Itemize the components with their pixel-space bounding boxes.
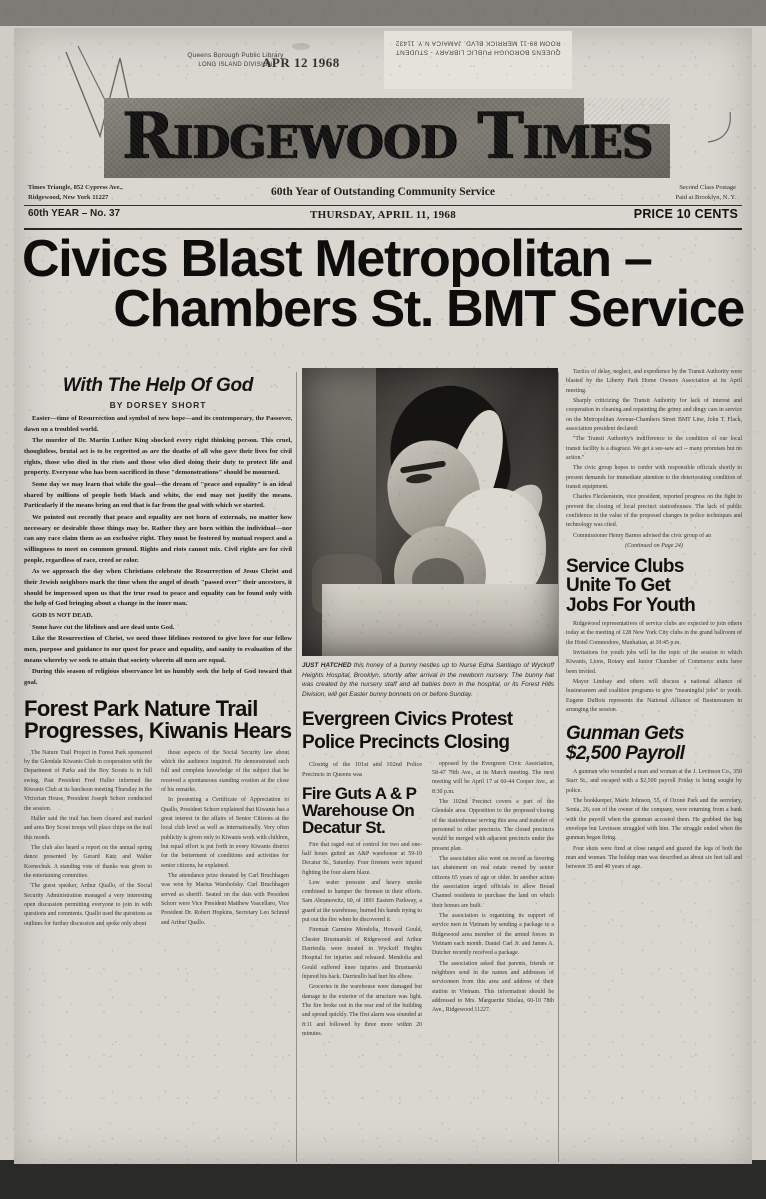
lead-headline (18, 230, 748, 339)
easter-bunny-photo (302, 368, 558, 656)
pen-mark-corner (700, 108, 740, 152)
paragraph: Some have cut the lifelines and are dead unto God. (32, 623, 175, 631)
postage-notice (676, 183, 737, 203)
paragraph: The association also went on record as favoring tax abatement on real estate owned by senior citizens 65 years of age or older. In another action the association urged officials to allow Broad Channel residents to purchase the land on which their homes are built. (432, 855, 554, 909)
editorial-body (24, 414, 292, 689)
photo-caption-body: this honey of a bunny nestles up to Nurse Edna Santiago of Wyckoff Heights Hospital, Brooklyn, shortly after arrival in the newborn nursery. The bunny hat was created by the nursery staff and all babies born in the hospital, or its Forest Hills Division, will get Easter bunny bonnets on or before Sunday. (302, 662, 554, 699)
column-right (566, 368, 742, 874)
nature-trail-body-col-b (161, 749, 289, 930)
paragraph: Ridgewood representatives of service clubs are expected to join others today at the meeting of 128 New York City clubs in the grand ballroom of the Hotel Commodore, Manhattan, at 10:45 p.m. (566, 621, 742, 646)
evergreen-headline-line2: Police Precincts Closing (302, 732, 510, 754)
paragraph: Like the Resurrection of Christ, we need those lifelines restored to give love for our fellow men, purpose and guidance to our quest for peace and equality, and sanity to evaluation of the means whereby we seek to attain that society wherein all men are equal. (24, 635, 292, 664)
postage-line2: Paid at Brooklyn, N. Y. (675, 193, 736, 201)
paragraph: Fire that raged out of control for two and one-half hours gutted an A&P warehouse at 59-10 Decatur St., Saturday. Four firemen were injured fighting the four alarm blaze. (302, 841, 422, 876)
editorial-byline: BY DORSEY SHORT (109, 400, 207, 410)
fire-headline-line3: Decatur St. (302, 818, 386, 838)
paragraph: The club also heard a report on the annual spring dance presented by Gerard Katz and Walter Kornechuk. A standing vote of thanks was given to the entertaining committee. (24, 844, 152, 879)
paragraph: The association is organizing its support of service men in Vietnam by sending a package to a Ridgewood area member of the armed forces in Vietnam each month. Daniel Carl Jr. and James A. Dutcher recently received a package. (432, 912, 554, 957)
column-center (302, 368, 554, 1040)
paragraph: The Nature Trail Project in Forest Park sponsored by the Glendale Kiwanis Club in cooperation with the Department of Parks and the Boy Scouts is in full swing, Past President Fred Haller informed the Kiwanis Club at its luncheon meeting Thursday in the Victorian House, President Joseph Schorr conducted the session. (24, 749, 152, 812)
paragraph: Low water pressure and heavy smoke combined to hamper the firemen in their efforts. Sam Abramowitz, 60, of 1891 Eastern Parkway, a guard at the warehouse, burned his hands trying to put out the fire when he discovered it. (302, 879, 422, 924)
paragraph: The attendance prize donated by Carl Bruchhagen was won by Marius Warshofsky. Carl Bruchhagen served as sheriff. Seated on the dais with President Schorr were Vice President Matthew Vascellaro, Vice President Dr. Robert Hopkins, Secretary Leo Schmid and Arthur Quallo. (161, 872, 289, 926)
paragraph: The bookkeeper, Marie Johnson, 55, of Ozone Park and the secretary, Sonia, 26, son of the owner of the company, were returning from a bank with the payroll when the gunman accosted them. He grabbed the bag envelope but Levinson struggled with him. The struggle ended when the gunman began firing. (566, 798, 742, 842)
paragraph: Tactics of delay, neglect, and expedience by the Transit Authority were blasted by the Liberty Park Home Owners Association at its April meeting. (566, 369, 742, 394)
photo-caption-lead: JUST HATCHED (302, 662, 352, 669)
ink-smudge (292, 43, 310, 50)
service-clubs-headline (566, 557, 742, 615)
paragraph: Easter—time of Resurrection and symbol of new hope—and its contemporary, the Passover, dawn on a troubled world. (24, 415, 292, 433)
paragraph: A gunman who wounded a man and woman at the J. Levinson Co., 350 Starr St., and escaped with a $2,500 payroll Friday is being sought by police. (566, 769, 742, 794)
paragraph: In presenting a Certificate of Appreciation to Quallo, President Schorr explained that Kiwanis has a great interest in the affairs of Senior Citizens at the local club level as well as internationally. Very often publicity is given only to Kiwanis work with children, but equal effort is put forth in every Kiwanis district for the betterment of conditions and activities for senior citizens, he explained. (161, 797, 289, 869)
continued-line: (Continued on Page 24) (625, 542, 683, 549)
library-stamp-line1: Queens Borough Public Library (187, 52, 284, 59)
bmt-story-body (566, 368, 742, 541)
postage-line1: Second Class Postage (679, 184, 736, 191)
paragraph: Invitations for youth jobs will be the topic of the session to which Kiwanis, Lions, Rotary and Junior Chamber of Commerce units have been invited. (566, 650, 742, 675)
cover-price: PRICE 10 CENTS (633, 207, 738, 221)
paragraph: GOD IS NOT DEAD. (32, 612, 93, 620)
folio-bar-bottom (24, 208, 742, 230)
column-left (24, 375, 292, 930)
evergreen-body-col-b (432, 760, 554, 1016)
masthead-slogan: 60th Year of Outstanding Community Service (271, 186, 495, 198)
paragraph: Mayor Lindsay and others will discuss a national alliance of businessmen and coalition programs to give "meaningful jobs" to youth. Eugene DuBois represents the National Alliance of Businessmen in arranging the session. (566, 679, 742, 713)
paragraph: As we approach the day when Christians celebrate the Resurrection of Jesus Christ and their Jewish neighbors mark the time when the angel of death "passed over" their ancestors, it should be impressed upon us that the true road to peace and equality can be found only with the help of God bringing about a change in the inner man. (24, 568, 292, 608)
lead-headline-line1: Civics Blast Metropolitan – (22, 230, 652, 288)
service-clubs-headline-line3: Jobs For Youth (566, 594, 696, 616)
paragraph: The association asked that parents, friends or neighbors send in the names and addresses of servicemen from this area and address of their station in Vietnam. This information should be addressed to Mrs. Marguerite Stielau, 60-10 78th Ave., Ridgewood 11227. (432, 960, 554, 1014)
nature-trail-headline-line2: Progresses, Kiwanis Hears (24, 718, 292, 744)
paragraph: The guest speaker, Arthur Quallo, of the Social Security Administration managed a very interesting open discussion permitting everyone to join in with questions and comments. Quallo used the questions as outlines for further discussion and spoke only about (24, 883, 152, 927)
paragraph: The murder of Dr. Martin Luther King shocked every right thinking person. This cruel, thoughtless, brutal act is to be regretted as are the deaths of all who gave their lives for civil rights, those who died in the riots and those who died doing their duty to protect life and property. Everyone who has been sacrificed in these "demonstrations" should be mourned. (24, 437, 292, 477)
gunman-headline-line2: $2,500 Payroll (566, 742, 685, 764)
paragraph: Haller said the trail has been cleared and marked and area Boy Scout troops will place chips on the trail this month. (24, 815, 152, 841)
paragraph: Groceries in the warehouse were damaged but damage to the exterior of the structure was light. The fire broke out in the rear end of the building and spread quickly. The first alarm was sounded at 8:11 and followed by three more within 20 minutes. (302, 984, 422, 1038)
editorial-title: With The Help Of God (62, 375, 254, 396)
issue-date: THURSDAY, APRIL 11, 1968 (309, 209, 457, 221)
service-clubs-body (566, 620, 742, 715)
photo-vignette (302, 368, 558, 656)
lead-headline-line2: Chambers St. BMT Service (113, 280, 744, 339)
photo-caption (302, 661, 554, 700)
nature-trail-headline-line1: Forest Park Nature Trail (24, 695, 258, 721)
service-clubs-headline-line2: Unite To Get (566, 575, 671, 597)
fire-story-body (302, 841, 422, 1040)
paragraph: During this season of religious observance let us humbly seek the help of God toward that goal. (24, 668, 292, 687)
library-stamp-line2: LONG ISLAND DIVISION (198, 61, 273, 68)
fire-headline (302, 785, 422, 837)
evergreen-lead: Closing of the 101st and 102nd Police Precincts in Queens was (302, 760, 422, 778)
volume-number: 60th YEAR – No. 37 (28, 208, 121, 219)
nameplate-white-patch (584, 98, 670, 124)
library-stamp-inverted: QUEENS BOROUGH PUBLIC LIBRARY - STUDENT ROOM 89-11 MERRICK BLVD. JAMAICA N.Y. 11432 (395, 39, 561, 56)
column-divider-2 (558, 372, 559, 1162)
paragraph: The civic group hopes to confer with responsible officials shortly to present demands for immediate attention to the deteriorating condition of transit equipment. (566, 465, 742, 490)
paragraph: The 102nd Precinct covers a part of the Glendale area. Opposition to the proposed closing of the stationhouse serving this area and transfer of personnel to other precincts. The closed precincts would be merged with adjacent precincts under the present plan. (432, 799, 554, 852)
gunman-headline-line1: Gunman Gets (566, 723, 684, 745)
paragraph: those aspects of the Social Security law about which the audience inquired. He demonstrated such full and complete knowledge of the subject that he received a spontaneous standing ovation at the close of his remarks. (161, 749, 289, 793)
library-date-stamp: APR 12 1968 (262, 55, 340, 70)
masthead-title: Ridgewood Times (121, 99, 653, 174)
paragraph: Four shots were fired at close ranged and grazed the legs of both the man and woman. The holdup man was described as about six feet tall and between 35 and 40 years of age. (566, 845, 742, 871)
publisher-address-line1: Times Triangle, 852 Cypress Ave., (28, 184, 123, 191)
paragraph: "The Transit Authority's indifference to the condition of our local transit facility is a disgrace. We get a see-saw act -- many promises but no action." (566, 436, 742, 461)
gunman-body (566, 768, 742, 873)
publisher-address-line2: Ridgewood, New York 11227 (28, 193, 109, 201)
evergreen-headline-line1: Evergreen Civics Protest (302, 708, 513, 730)
paragraph: Charles Fleckenstein, vice president, reported progress on the fight to prevent the closing of local precinct stationhouses. The lack of public confidence in the value of the proposed changes in police techniques and technology was cited. (566, 494, 742, 529)
evergreen-headline (302, 710, 554, 753)
service-clubs-headline-line1: Service Clubs (566, 555, 684, 577)
nature-trail-headline (24, 695, 292, 744)
masthead-nameplate (104, 98, 670, 178)
fire-headline-line1: Fire Guts A & P (302, 783, 417, 803)
folio-bar-top (24, 183, 742, 206)
paragraph: opposed by the Evergreen Civic Association, 58-47 79th Ave., at its March meeting. The next meeting will be April 17 at 60-44 Cooper Ave., at 8:30 p.m. (432, 760, 554, 795)
paragraph: We pointed out recently that peace and equality are not born of externals, no matter how necessary or desirable those things may be. Rather they are born within the individual—nor can any race claim them as an exclusive right. They must be fostered by mutual respect and a willingness to meet on common ground. Rights and riots cannot mix. Civil rights are for civil people, regardless of race, creed or color. (24, 514, 292, 564)
nature-trail-body-col-a (24, 749, 152, 930)
paragraph: Some day we may learn that while the goal—the dream of "peace and equality" is an ideal shared by millions of people both black and white, the end may not justify the means. Particularly if the means bring an end that is far from the goal with which we started. (24, 481, 292, 510)
paragraph: Sharply criticizing the Transit Authority for lack of interest and cooperation in cleaning and repainting the grimy and dingy cars in service on the Metropolitan Avenue-Chambers Street BMT Line, John T. Flack, association president declared: (566, 397, 742, 432)
paragraph: Fireman Carmine Mendolia, Howard Gould, Chester Brustuarski of Ridgewood and Arthur Darrieulis were treated in Wyckoff Heights Hospital for injuries and released. Mendolia and Gould suffered knee injuries and Brustuarski injured his back. Darrieullo had hurt his elbow. (302, 927, 422, 981)
gunman-headline (566, 724, 742, 763)
fire-headline-line2: Warehouse On (302, 800, 415, 820)
column-divider-1 (296, 372, 297, 1162)
paragraph: Commissioner Henry Barnes advised the civic group of an (573, 532, 712, 539)
